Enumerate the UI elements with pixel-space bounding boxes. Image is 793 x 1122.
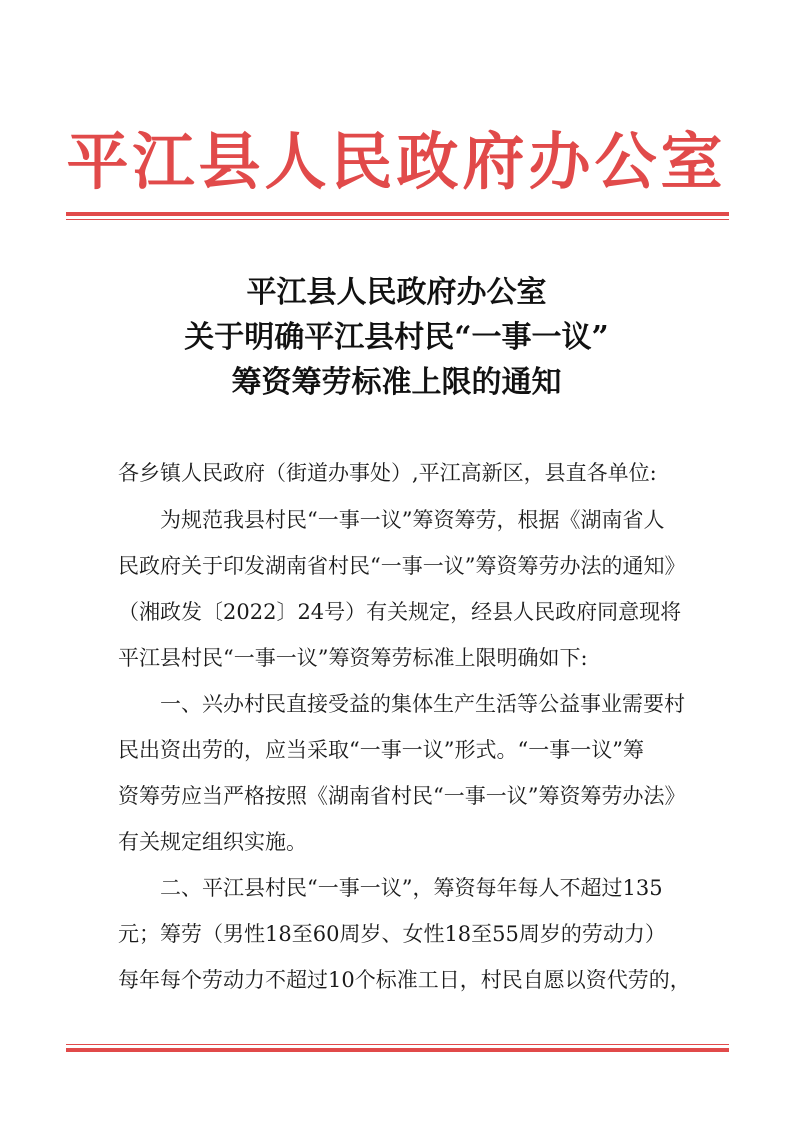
body-line-9: 二、平江县村民“一事一议”，筹资每年每人不超过135 [160,876,663,900]
body-line-10: 元；筹劳（男性18至60周岁、女性18至55周岁的劳动力） [118,922,666,946]
body-line-8: 有关规定组织实施。 [118,830,307,854]
body-line-2: 民政府关于印发湖南省村民“一事一议”筹资筹劳办法的通知》 [118,554,686,578]
footer-rule-thin [66,1044,729,1045]
body-line-4: 平江县村民“一事一议”筹资筹劳标准上限明确如下: [118,646,588,670]
document-title-line-3: 筹资筹劳标准上限的通知 [231,365,562,400]
document-title-line-2: 关于明确平江县村民“一事一议” [184,320,609,355]
addressee: 各乡镇人民政府（街道办事处）,平江高新区，县直各单位: [118,461,657,485]
body-line-1: 为规范我县村民“一事一议”筹资筹劳，根据《湖南省人 [160,508,665,532]
body-line-7: 资筹劳应当严格按照《湖南省村民“一事一议”筹资筹劳办法》 [118,784,686,808]
masthead-rule-thick [66,212,729,216]
masthead-rule-thin [66,219,729,220]
body-line-6: 民出资出劳的，应当采取“一事一议”形式。“一事一议”筹 [118,738,644,762]
document-title-line-1: 平江县人民政府办公室 [246,275,547,310]
body-line-11: 每年每个劳动力不超过10个标准工日，村民自愿以资代劳的， [118,968,691,992]
body-line-3: （湘政发〔2022〕24号）有关规定，经县人民政府同意现将 [118,600,682,624]
footer-rule-thick [66,1048,729,1052]
masthead-title: 平江县人民政府办公室 [66,125,727,198]
body-line-5: 一、兴办村民直接受益的集体生产生活等公益事业需要村 [160,692,685,716]
